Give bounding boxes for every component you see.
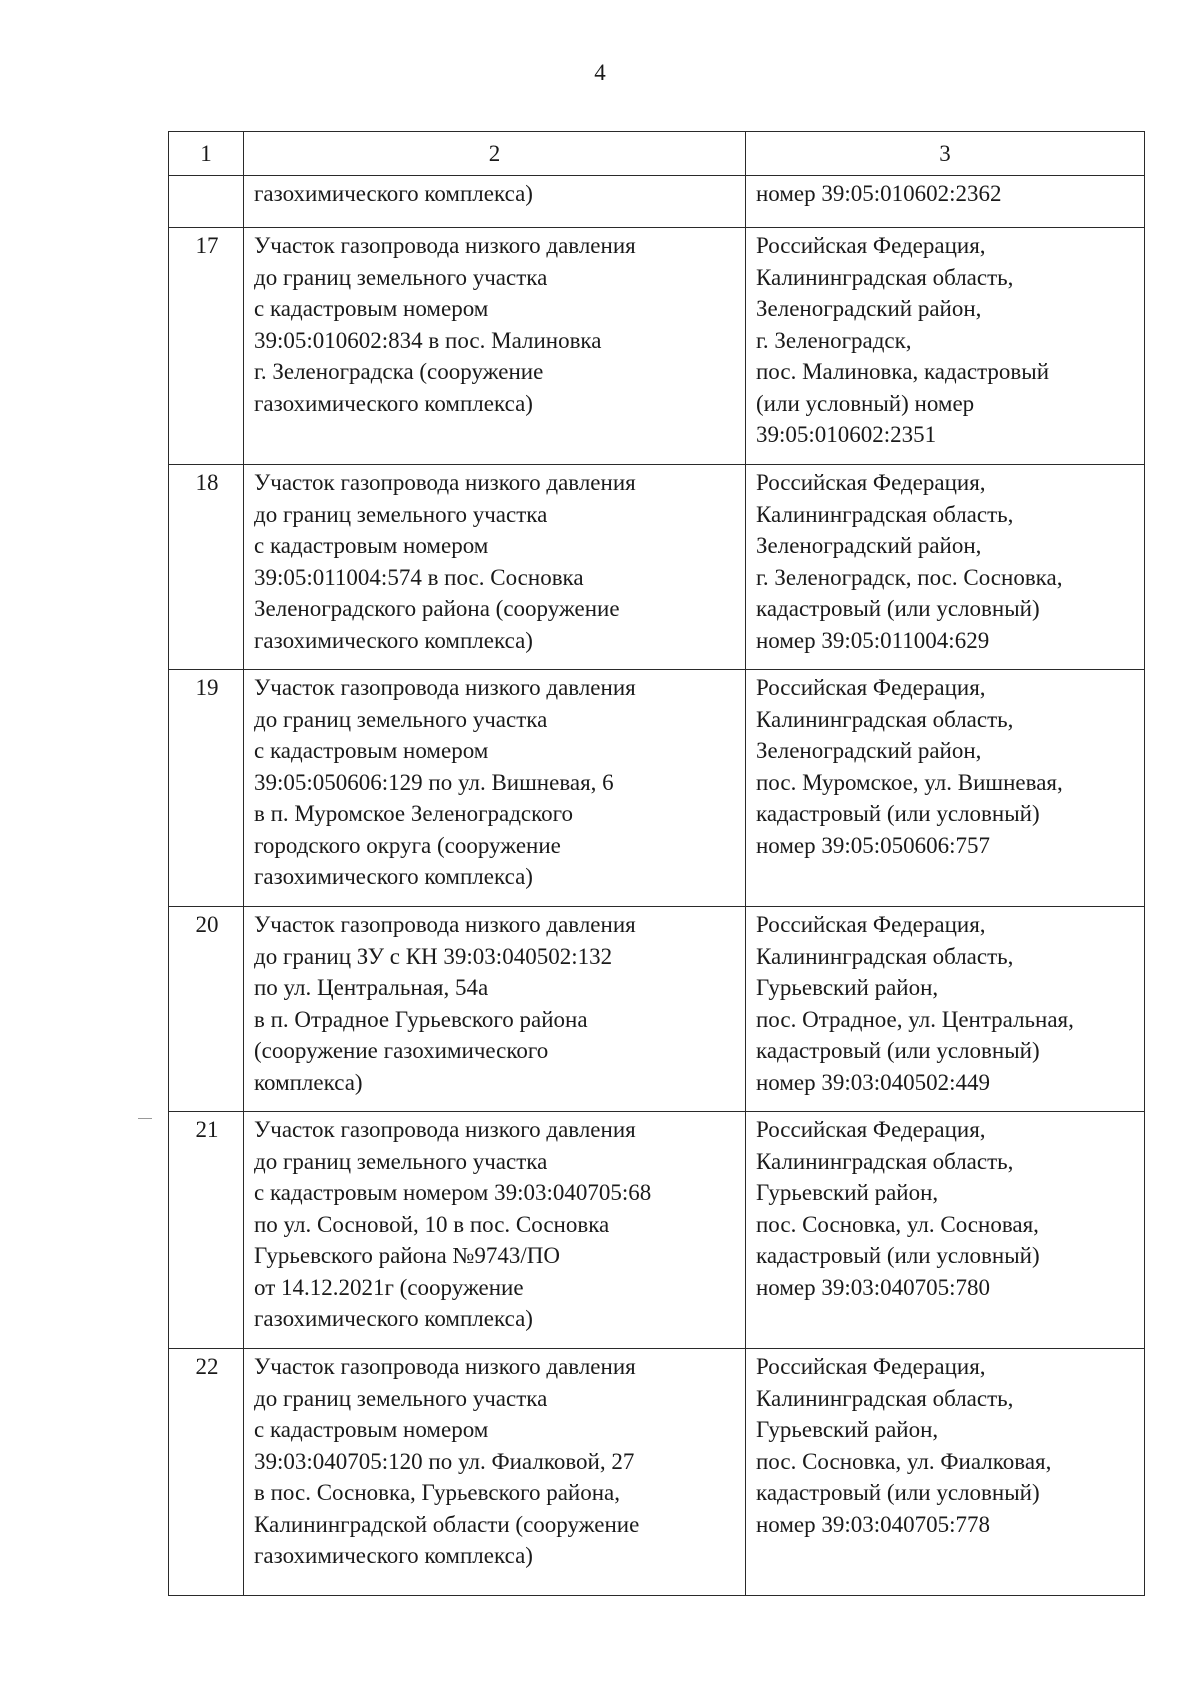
margin-mark xyxy=(138,1118,152,1119)
row-number: 18 xyxy=(169,465,244,670)
row-number: 17 xyxy=(169,228,244,465)
table-row xyxy=(169,1112,1145,1349)
row-address: Российская Федерация, Калининградская область, Зеленоградский район, г. Зеленоградск, пос. Малиновка, кадастровый (или условный) номер 39:05:010602:2351 xyxy=(746,228,1145,465)
row-description: Участок газопровода низкого давления до границ земельного участка с кадастровым номером 39:05:010602:834 в пос. Малиновка г. Зеленоградска (сооружение газохимического комплекса) xyxy=(244,228,746,465)
row-description: Участок газопровода низкого давления до границ земельного участка с кадастровым номером 39:03:040705:68 по ул. Сосновой, 10 в пос. Сосновка Гурьевского района №9743/ПО от 14.12.2021г (сооружение газохимического комплекса) xyxy=(244,1112,746,1349)
header-col-2: 2 xyxy=(244,132,746,176)
row-address: Российская Федерация, Калининградская область, Зеленоградский район, пос. Муромское, ул. Вишневая, кадастровый (или условный) номер 39:05:050606:757 xyxy=(746,670,1145,907)
row-address: Российская Федерация, Калининградская область, Гурьевский район, пос. Отрадное, ул. Центральная, кадастровый (или условный) номер 39:03:040502:449 xyxy=(746,907,1145,1112)
table-row xyxy=(169,907,1145,1112)
table-row xyxy=(169,228,1145,465)
row-address: Российская Федерация, Калининградская область, Гурьевский район, пос. Сосновка, ул. Сосновая, кадастровый (или условный) номер 39:03:040705:780 xyxy=(746,1112,1145,1349)
header-col-1: 1 xyxy=(169,132,244,176)
row-address: Российская Федерация, Калининградская область, Гурьевский район, пос. Сосновка, ул. Фиалковая, кадастровый (или условный) номер 39:03:040705:778 xyxy=(746,1349,1145,1596)
table-row-continuation xyxy=(169,176,1145,228)
row-number: 21 xyxy=(169,1112,244,1349)
row-description: Участок газопровода низкого давления до границ земельного участка с кадастровым номером 39:05:050606:129 по ул. Вишневая, 6 в п. Муромское Зеленоградского городского округа (сооружение газохимического комплекса) xyxy=(244,670,746,907)
page-number: 4 xyxy=(594,60,606,85)
row-number: 22 xyxy=(169,1349,244,1596)
table-row xyxy=(169,1349,1145,1596)
row-description: газохимического комплекса) xyxy=(244,176,746,228)
table-header-row xyxy=(169,132,1145,176)
row-number xyxy=(169,176,244,228)
row-description: Участок газопровода низкого давления до границ земельного участка с кадастровым номером 39:03:040705:120 по ул. Фиалковой, 27 в пос. Сосновка, Гурьевского района, Калининградской области (сооружение газохимического комплекса) xyxy=(244,1349,746,1596)
objects-table xyxy=(168,131,1145,1596)
row-description: Участок газопровода низкого давления до границ ЗУ с КН 39:03:040502:132 по ул. Центральная, 54а в п. Отрадное Гурьевского района (сооружение газохимического комплекса) xyxy=(244,907,746,1112)
row-number: 19 xyxy=(169,670,244,907)
row-number: 20 xyxy=(169,907,244,1112)
header-col-3: 3 xyxy=(746,132,1145,176)
table-row xyxy=(169,465,1145,670)
table-row xyxy=(169,670,1145,907)
row-address: номер 39:05:010602:2362 xyxy=(746,176,1145,228)
row-address: Российская Федерация, Калининградская область, Зеленоградский район, г. Зеленоградск, пос. Сосновка, кадастровый (или условный) номер 39:05:011004:629 xyxy=(746,465,1145,670)
row-description: Участок газопровода низкого давления до границ земельного участка с кадастровым номером 39:05:011004:574 в пос. Сосновка Зеленоградского района (сооружение газохимического комплекса) xyxy=(244,465,746,670)
